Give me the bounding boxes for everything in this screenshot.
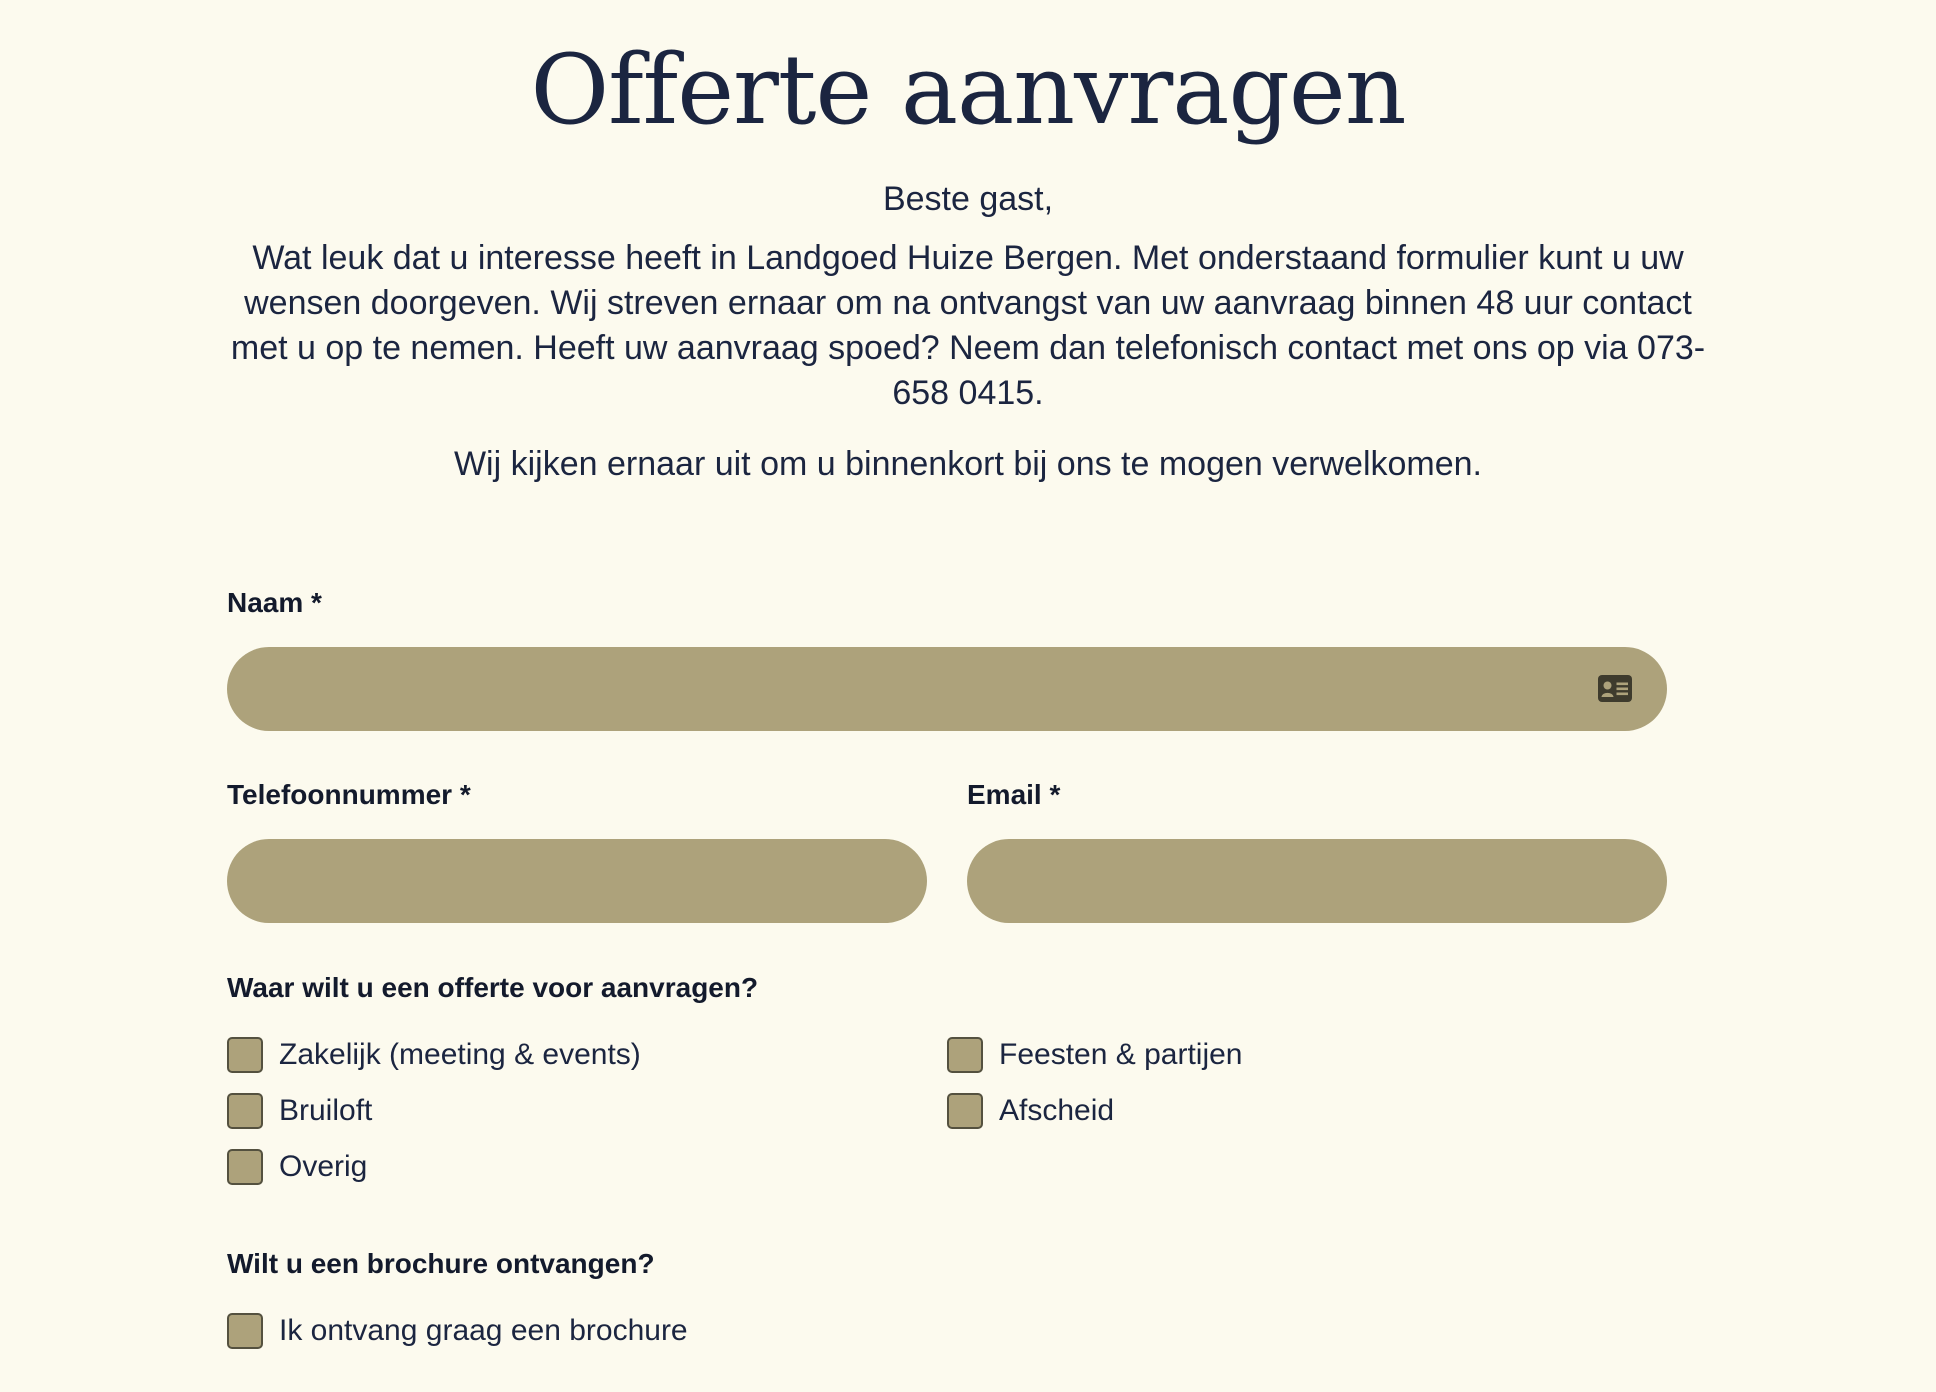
checkbox-label: Feesten & partijen — [999, 1038, 1243, 1071]
brochure-question: Wilt u een brochure ontvangen? — [227, 1248, 655, 1279]
checkbox-option-brochure[interactable] — [227, 1311, 688, 1351]
checkbox[interactable] — [947, 1093, 983, 1129]
checkbox-option-feesten[interactable] — [947, 1035, 1242, 1075]
phone-input[interactable] — [227, 839, 927, 923]
greeting-text: Beste gast, — [882, 180, 1054, 218]
name-input[interactable] — [227, 647, 1667, 731]
checkbox-label: Overig — [279, 1150, 368, 1183]
checkbox[interactable] — [227, 1037, 263, 1073]
page-title: Offerte aanvragen — [530, 34, 1406, 146]
checkbox-label: Bruiloft — [279, 1094, 373, 1127]
checkbox[interactable] — [947, 1037, 983, 1073]
email-label: Email * — [967, 779, 1061, 810]
checkbox-label: Ik ontvang graag een brochure — [279, 1314, 688, 1347]
checkbox-option-zakelijk[interactable] — [227, 1035, 641, 1075]
checkbox-label: Zakelijk (meeting & events) — [279, 1038, 641, 1071]
intro-section — [227, 172, 1709, 491]
checkbox-option-overig[interactable] — [227, 1147, 367, 1187]
checkbox-option-afscheid[interactable] — [947, 1091, 1114, 1131]
checkbox[interactable] — [227, 1093, 263, 1129]
checkbox[interactable] — [227, 1149, 263, 1185]
email-input[interactable] — [967, 839, 1667, 923]
checkbox-option-bruiloft[interactable] — [227, 1091, 372, 1131]
name-label: Naam * — [227, 587, 322, 618]
quote-type-question: Waar wilt u een offerte voor aanvragen? — [227, 972, 759, 1003]
checkbox[interactable] — [227, 1313, 263, 1349]
closing-text: Wij kijken ernaar uit om u binnenkort bij ons te mogen verwelkomen. — [453, 445, 1483, 483]
checkbox-label: Afscheid — [999, 1094, 1115, 1127]
intro-text: Wat leuk dat u interesse heeft in Landgoed Huize Bergen. Met onderstaand formulier kunt u uw wensen doorgeven. Wij streven ernaar om na ontvangst van uw aanvraag binnen 48 uur contact met u op te nemen. Heeft uw aanvraag spoed? Neem dan telefonisch contact met ons op via 073- 658 0415. — [230, 239, 1706, 412]
contact-card-icon — [1598, 675, 1632, 702]
phone-label: Telefoonnummer * — [227, 779, 471, 810]
